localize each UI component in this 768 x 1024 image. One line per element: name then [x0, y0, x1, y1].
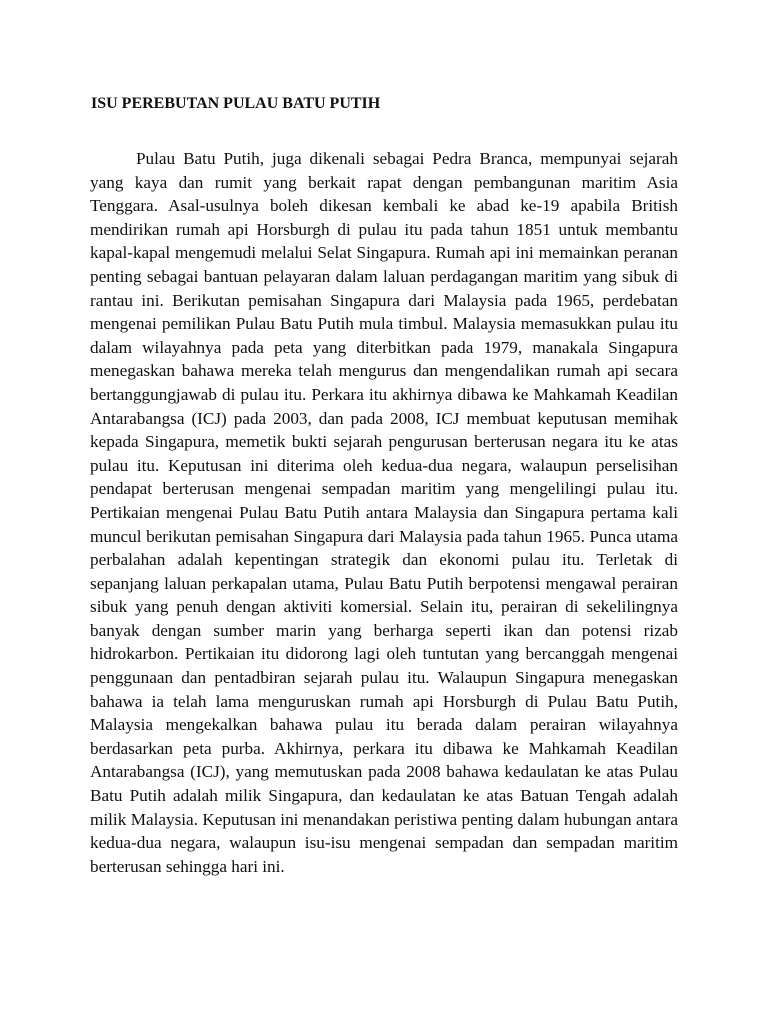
document-title: ISU PEREBUTAN PULAU BATU PUTIH: [91, 95, 381, 112]
document-body-paragraph: Pulau Batu Putih, juga dikenali sebagai Pedra Branca, mempunyai sejarah yang kaya dan rumit yang berkait rapat dengan pembangunan maritim Asia Tenggara. Asal-usulnya boleh dikesan kembali ke abad ke-19 apabila British mendirikan rumah api Horsburgh di pulau itu pada tahun 1851 untuk membantu kapal-kapal mengemudi melalui Selat Singapura. Rumah api ini memainkan peranan penting sebagai bantuan pelayaran dalam laluan perdagangan maritim yang sibuk di rantau ini. Berikutan pemisahan Singapura dari Malaysia pada 1965, perdebatan mengenai pemilikan Pulau Batu Putih mula timbul. Malaysia memasukkan pulau itu dalam wilayahnya pada peta yang diterbitkan pada 1979, manakala Singapura menegaskan bahawa mereka telah mengurus dan mengendalikan rumah api secara bertanggungjawab di pulau itu. Perkara itu akhirnya dibawa ke Mahkamah Keadilan Antarabangsa (ICJ) pada 2003, dan pada 2008, ICJ membuat keputusan memihak kepada Singapura, memetik bukti sejarah pengurusan berterusan negara itu ke atas pulau itu. Keputusan ini diterima oleh kedua-dua negara, walaupun perselisihan pendapat berterusan mengenai sempadan maritim yang mengelilingi pulau itu. Pertikaian mengenai Pulau Batu Putih antara Malaysia dan Singapura pertama kali muncul berikutan pemisahan Singapura dari Malaysia pada tahun 1965. Punca utama perbalahan adalah kepentingan strategik dan ekonomi pulau itu. Terletak di sepanjang laluan perkapalan utama, Pulau Batu Putih berpotensi mengawal perairan sibuk yang penuh dengan aktiviti komersial. Selain itu, perairan di sekelilingnya banyak dengan sumber marin yang berharga seperti ikan dan potensi rizab hidrokarbon. Pertikaian itu didorong lagi oleh tuntutan yang bercanggah mengenai penggunaan dan pentadbiran sejarah pulau itu. Walaupun Singapura menegaskan bahawa ia telah lama menguruskan rumah api Horsburgh di Pulau Batu Putih, Malaysia mengekalkan bahawa pulau itu berada dalam perairan wilayahnya berdasarkan peta purba. Akhirnya, perkara itu dibawa ke Mahkamah Keadilan Antarabangsa (ICJ), yang memutuskan pada 2008 bahawa kedaulatan ke atas Pulau Batu Putih adalah milik Singapura, dan kedaulatan ke atas Batuan Tengah adalah milik Malaysia. Keputusan ini menandakan peristiwa penting dalam hubungan antara kedua-dua negara, walaupun isu-isu mengenai sempadan dan sempadan maritim berterusan sehingga hari ini.: [90, 149, 678, 876]
